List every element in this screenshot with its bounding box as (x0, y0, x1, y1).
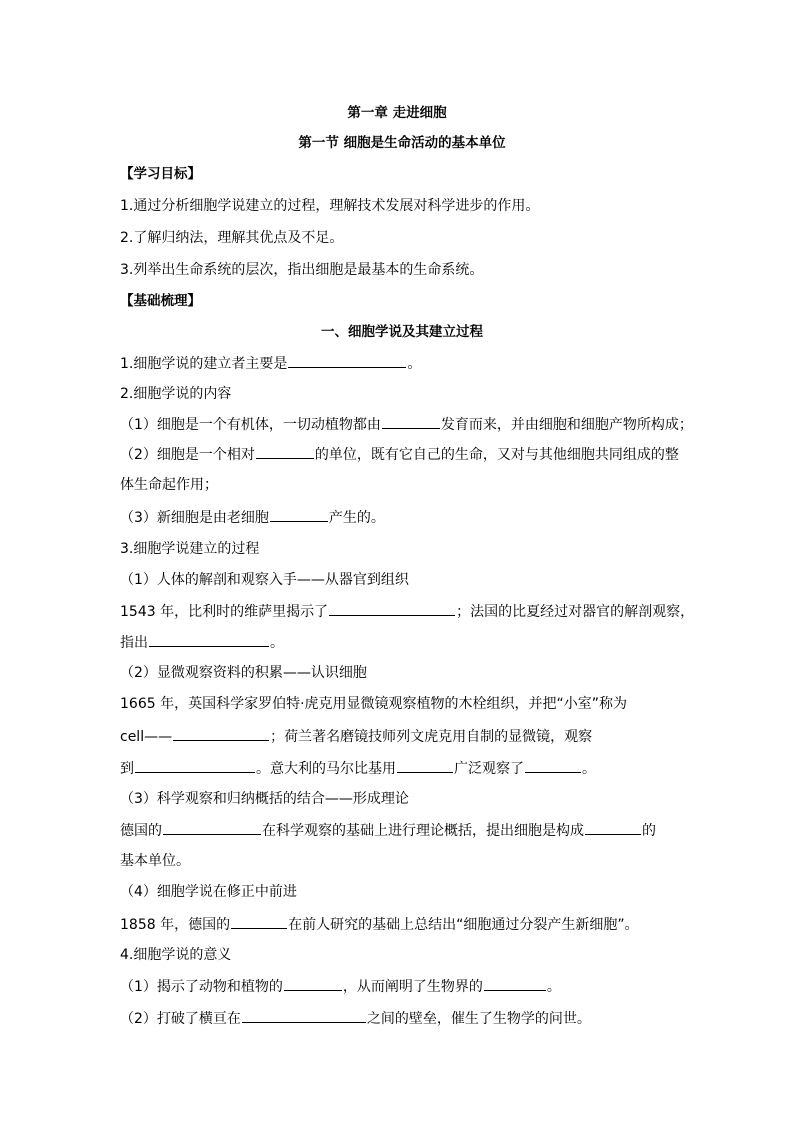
goal-item: 1.通过分析细胞学说建立的过程，理解技术发展对科学进步的作用。 (120, 198, 540, 214)
question-3-1-a (120, 601, 695, 622)
question-3-2-a: 1665 年，英国科学家罗伯特·虎克用显微镜观察植物的木栓组织，并把“小室”称为 (120, 696, 628, 712)
fill-blank[interactable] (585, 820, 641, 835)
question-3-2: （2）显微观察资料的积累——认识细胞 (120, 665, 367, 681)
text: cell—— (120, 729, 173, 745)
question-2: 2.细胞学说的内容 (120, 386, 232, 402)
text: 德国的 (120, 823, 162, 839)
fill-blank[interactable] (382, 414, 440, 429)
question-3-3-a (120, 820, 684, 841)
goals-heading: 【学习目标】 (120, 166, 201, 182)
question-4: 4.细胞学说的意义 (120, 947, 232, 963)
text: ；法国的比夏经过对器官的解剖观察， (456, 604, 695, 620)
text: 发育而来，并由细胞和细胞产物所构成； (440, 417, 693, 433)
question-2-2 (120, 444, 684, 465)
section-title: 第一节 细胞是生命活动的基本单位 (298, 135, 506, 151)
text: 。 (546, 979, 561, 995)
fill-blank[interactable] (525, 758, 581, 773)
text: （2）细胞是一个相对 (120, 447, 255, 463)
text: （2）打破了横亘在 (120, 1011, 241, 1027)
fill-blank[interactable] (288, 353, 406, 368)
fill-blank[interactable] (163, 820, 261, 835)
chapter-title: 第一章 走进细胞 (347, 105, 447, 121)
question-4-1 (120, 976, 684, 997)
text: ，从而阐明了生物界的 (342, 979, 483, 995)
question-3-3-b: 基本单位。 (120, 853, 190, 869)
fill-blank[interactable] (149, 632, 269, 647)
question-3-4: （4）细胞学说在修正中前进 (120, 884, 297, 900)
question-3-4-a (120, 914, 684, 935)
goal-item: 2.了解归纳法，理解其优点及不足。 (120, 230, 344, 246)
question-2-1 (120, 414, 693, 435)
fill-blank[interactable] (484, 976, 546, 991)
text: 1.细胞学说的建立者主要是 (120, 356, 288, 372)
text: （1）细胞是一个有机体，一切动植物都由 (120, 417, 381, 433)
text: 之间的壁垒，催生了生物学的问世。 (366, 1011, 591, 1027)
question-1 (120, 353, 684, 374)
text: 。 (270, 635, 284, 651)
text: 广泛观察了 (454, 761, 524, 777)
part1-title: 一、细胞学说及其建立过程 (321, 324, 483, 340)
text: 指出 (120, 635, 148, 651)
goal-item: 3.列举出生命系统的层次，指出细胞是最基本的生命系统。 (120, 262, 484, 278)
question-3-1-b (120, 632, 684, 653)
fill-blank[interactable] (242, 1008, 366, 1023)
question-3-1: （1）人体的解剖和观察入手——从器官到组织 (120, 572, 409, 588)
text: ；荷兰著名磨镜技师列文虎克用自制的显微镜，观察 (270, 729, 593, 745)
text: （1）揭示了动物和植物的 (120, 979, 283, 995)
fill-blank[interactable] (173, 726, 269, 741)
fill-blank[interactable] (329, 601, 455, 616)
text: 到 (120, 761, 134, 777)
question-3-2-b (120, 726, 684, 747)
text: 的 (642, 823, 656, 839)
text: 产生的。 (328, 510, 385, 526)
text: 在前人研究的基础上总结出“细胞通过分裂产生新细胞”。 (288, 917, 639, 933)
text: 。 (407, 356, 422, 372)
fill-blank[interactable] (284, 976, 342, 991)
question-2-2-cont: 体生命起作用； (120, 477, 218, 493)
question-3: 3.细胞学说建立的过程 (120, 541, 260, 557)
text: 。意大利的马尔比基用 (256, 761, 396, 777)
fill-blank[interactable] (397, 758, 453, 773)
text: （3）新细胞是由老细胞 (120, 510, 269, 526)
question-3-3: （3）科学观察和归纳概括的结合——形成理论 (120, 791, 409, 807)
fill-blank[interactable] (231, 914, 287, 929)
question-4-2 (120, 1008, 684, 1029)
text: 的单位，既有它自己的生命，又对与其他细胞共同组成的整 (314, 447, 679, 463)
text: 。 (582, 761, 596, 777)
fill-blank[interactable] (135, 758, 255, 773)
question-2-3 (120, 507, 684, 528)
basics-heading: 【基础梳理】 (120, 293, 201, 309)
fill-blank[interactable] (256, 444, 314, 459)
text: 1543 年，比利时的维萨里揭示了 (120, 604, 329, 620)
text: 1858 年，德国的 (120, 917, 231, 933)
question-3-2-c (120, 758, 684, 779)
fill-blank[interactable] (270, 507, 328, 522)
text: 在科学观察的基础上进行理论概括，提出细胞是构成 (262, 823, 584, 839)
